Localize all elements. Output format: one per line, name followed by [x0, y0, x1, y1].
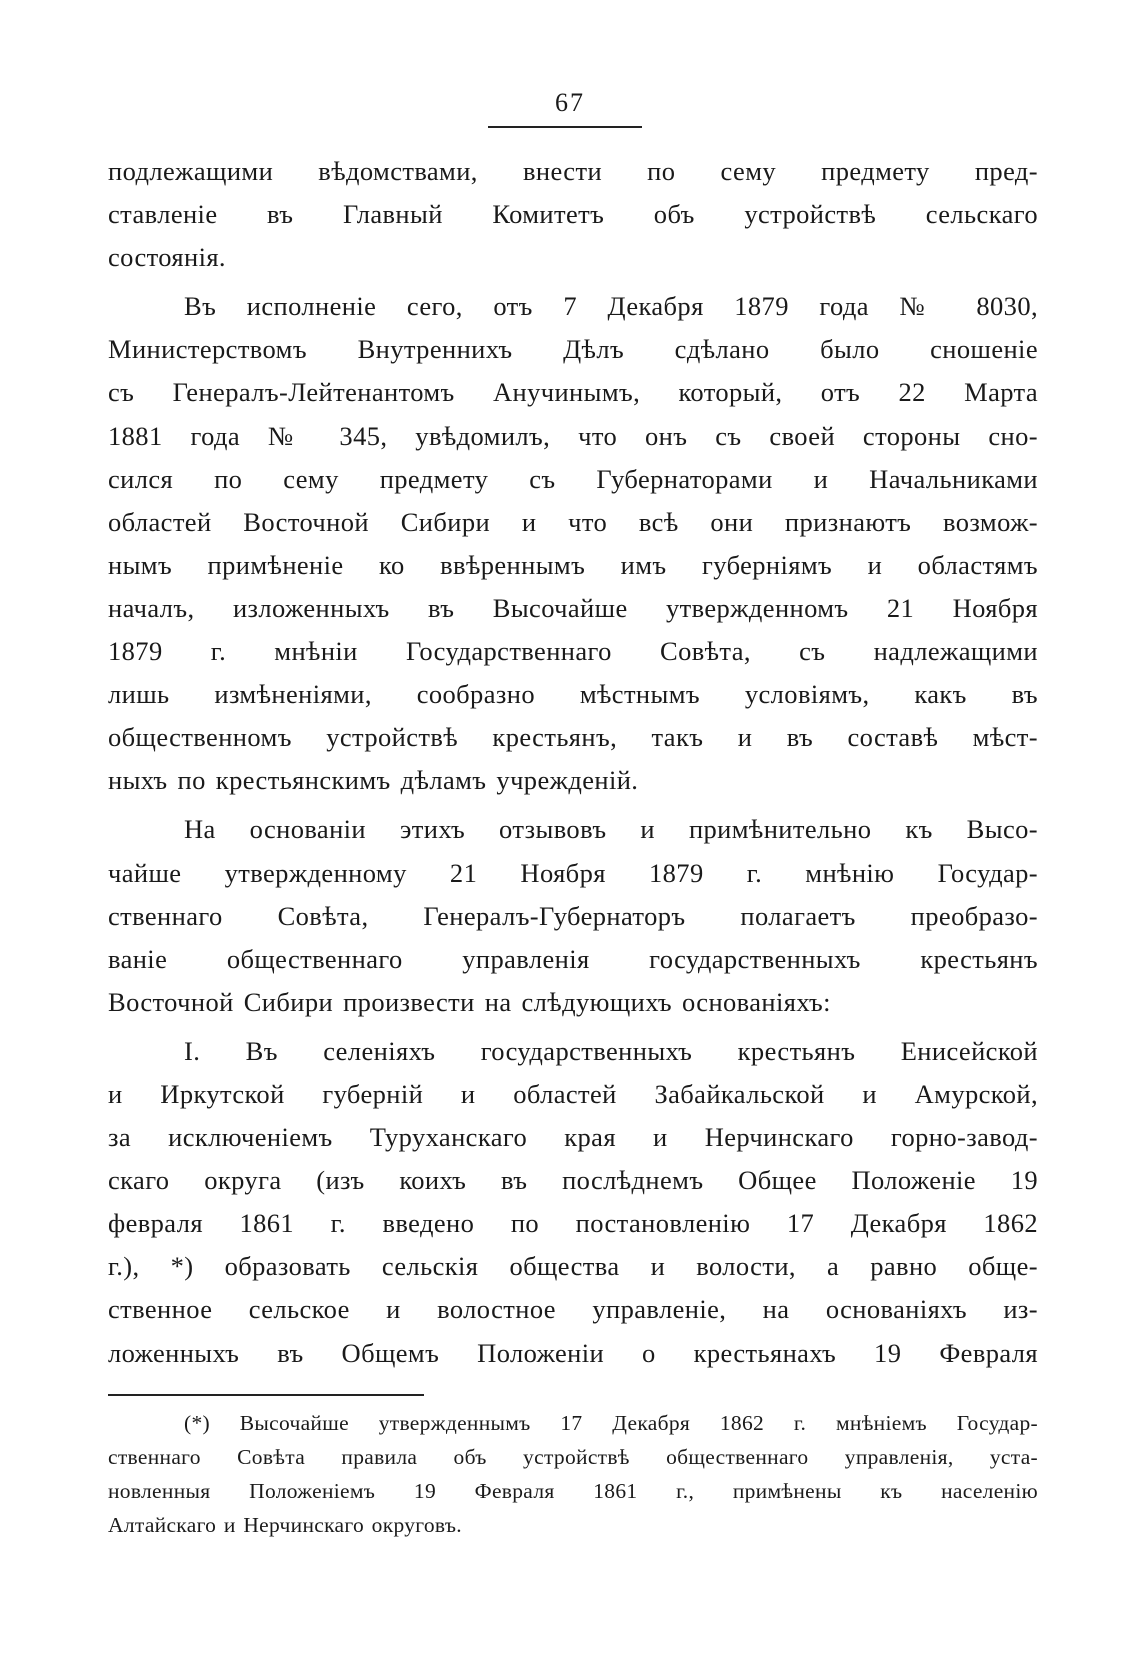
text-line: началъ, изложенныхъ въ Высочайше утвержденномъ 21 Ноября [108, 592, 1038, 623]
text-line: г.), *) образовать сельскія общества и волости, а равно обще- [108, 1251, 1038, 1282]
text-line: ваніе общественнаго управленія государственныхъ крестьянъ [108, 943, 1038, 974]
footnote-line: ственнаго Совѣта правила объ устройствѣ общественнаго управленія, уста- [108, 1445, 1038, 1469]
page-number-rule [488, 126, 642, 128]
text-line: съ Генералъ-Лейтенантомъ Анучинымъ, который, отъ 22 Марта [108, 377, 1038, 408]
footnote-rule [108, 1394, 424, 1396]
paragraph-2 [108, 285, 1038, 802]
text-line: сился по сему предмету съ Губернаторами и Начальниками [108, 463, 1038, 494]
footnote-line: (*) Высочайше утвержденнымъ 17 Декабря 1862 г. мнѣніемъ Государ- [184, 1411, 1038, 1435]
text-line: ставленіе въ Главный Комитетъ объ устройствѣ сельскаго [108, 199, 1038, 230]
footnote-line: Алтайскаго и Нерчинскаго округовъ. [108, 1513, 462, 1537]
text-line: Восточной Сибири произвести на слѣдующихъ основаніяхъ: [108, 986, 831, 1017]
text-line: I. Въ селеніяхъ государственныхъ крестьянъ Енисейской [184, 1035, 1038, 1066]
text-line: за исключеніемъ Туруханскаго края и Нерчинскаго горно-завод- [108, 1122, 1038, 1153]
text-line: и Иркутской губерній и областей Забайкальской и Амурской, [108, 1078, 1038, 1109]
footnote [108, 1406, 1038, 1542]
text-line: февраля 1861 г. введено по постановленію 17 Декабря 1862 [108, 1208, 1038, 1239]
text-line: ственное сельское и волостное управленіе, на основаніяхъ из- [108, 1294, 1038, 1325]
text-line: ложенныхъ въ Общемъ Положеніи о крестьянахъ 19 Февраля [108, 1337, 1038, 1368]
paragraph-1 [108, 150, 1038, 279]
paragraph-4 [108, 1030, 1038, 1375]
text-line: подлежащими вѣдомствами, внести по сему предмету пред- [108, 156, 1038, 186]
text-line: чайше утвержденному 21 Ноября 1879 г. мнѣнію Государ- [108, 857, 1038, 888]
page-number: 67 [555, 88, 585, 117]
text-line: Въ исполненіе сего, отъ 7 Декабря 1879 года № 8030, [184, 291, 1038, 322]
body-text [108, 150, 1038, 1375]
text-line: лишь измѣненіями, сообразно мѣстнымъ условіямъ, какъ въ [108, 679, 1038, 710]
text-line: На основаніи этихъ отзывовъ и примѣнительно къ Высо- [184, 814, 1038, 845]
text-line: нымъ примѣненіе ко ввѣреннымъ имъ губерніямъ и областямъ [108, 549, 1038, 580]
text-line: 1879 г. мнѣніи Государственнаго Совѣта, съ надлежащими [108, 636, 1038, 667]
text-line: 1881 года № 345, увѣдомилъ, что онъ съ своей стороны сно- [108, 420, 1038, 451]
text-line: скаго округа (изъ коихъ въ послѣднемъ Общее Положеніе 19 [108, 1165, 1038, 1196]
text-line: состоянія. [108, 242, 226, 273]
paragraph-3 [108, 808, 1038, 1023]
text-line: областей Восточной Сибири и что всѣ они признаютъ возмож- [108, 506, 1038, 537]
text-line: ныхъ по крестьянскимъ дѣламъ учрежденій. [108, 765, 639, 796]
footnote-line: новленныя Положеніемъ 19 Февраля 1861 г., примѣнены къ населенію [108, 1479, 1038, 1503]
text-line: Министерствомъ Внутреннихъ Дѣлъ сдѣлано было сношеніе [108, 334, 1038, 365]
text-line: ственнаго Совѣта, Генералъ-Губернаторъ полагаетъ преобразо- [108, 900, 1038, 931]
text-line: общественномъ устройствѣ крестьянъ, такъ и въ составѣ мѣст- [108, 722, 1038, 753]
